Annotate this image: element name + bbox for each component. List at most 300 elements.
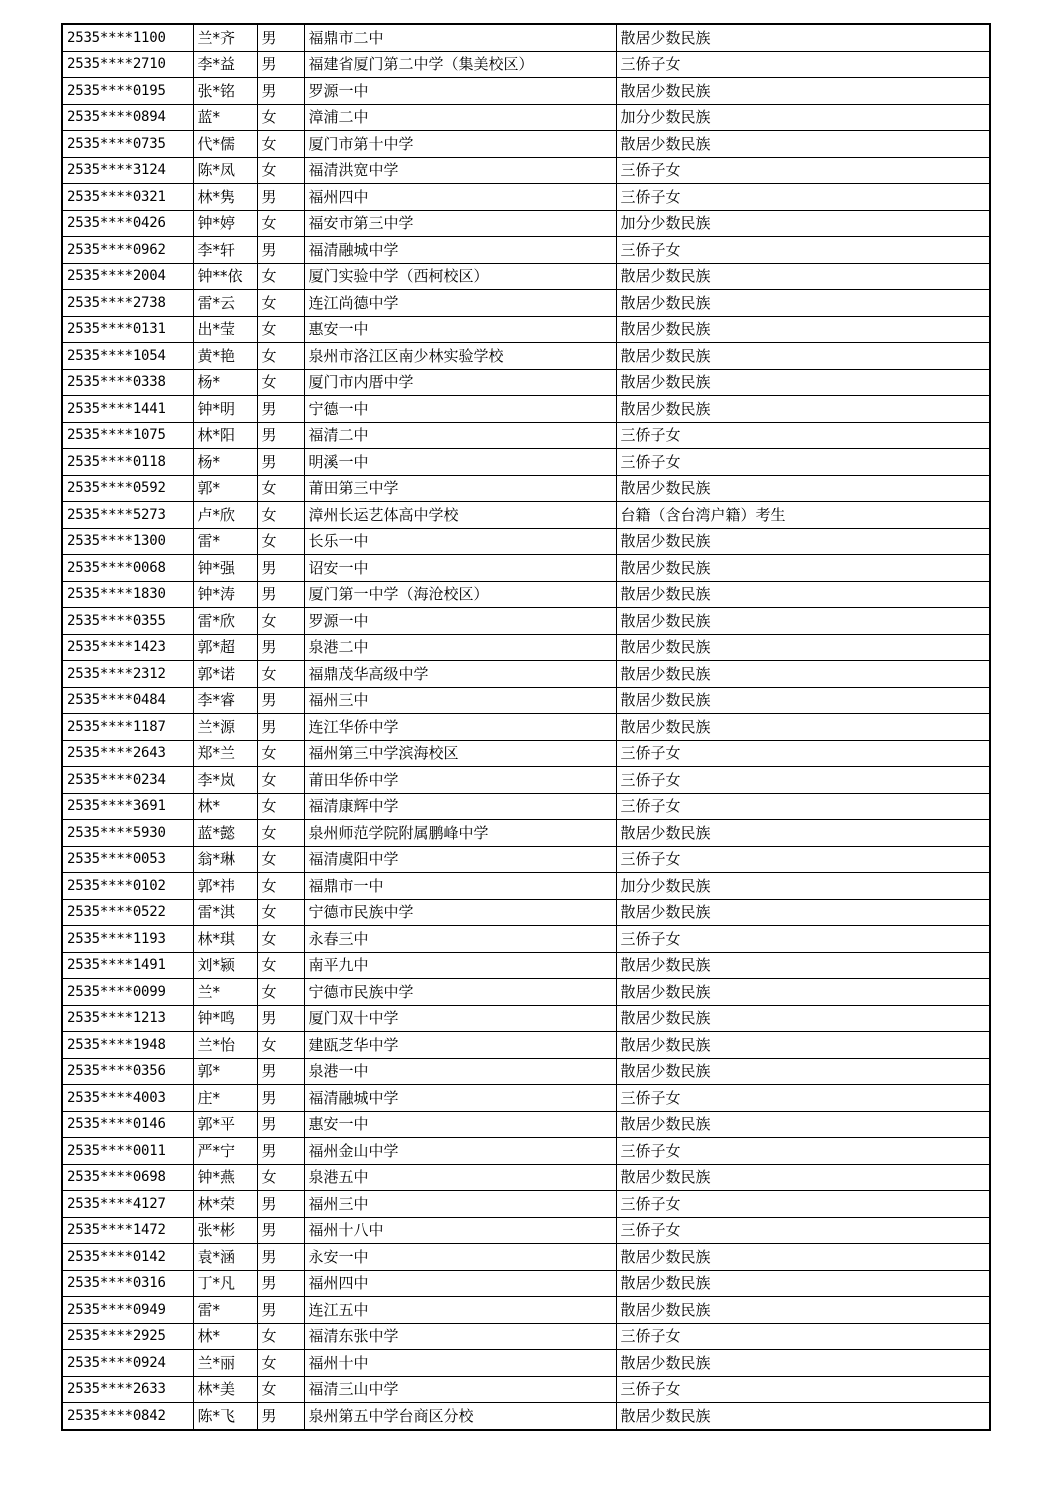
candidate-id-cell: 2535****5273	[62, 502, 193, 529]
category-cell: 散居少数民族	[616, 316, 990, 343]
name-cell: 张*彬	[193, 1217, 257, 1244]
school-cell: 南平九中	[304, 952, 616, 979]
gender-cell: 男	[257, 449, 304, 476]
gender-cell: 女	[257, 104, 304, 131]
gender-cell: 男	[257, 1297, 304, 1324]
gender-cell: 女	[257, 475, 304, 502]
name-cell: 庄*	[193, 1085, 257, 1112]
name-cell: 钟*涛	[193, 581, 257, 608]
school-cell: 福清融城中学	[304, 1085, 616, 1112]
name-cell: 丁*凡	[193, 1270, 257, 1297]
gender-cell: 女	[257, 608, 304, 635]
candidate-id-cell: 2535****1830	[62, 581, 193, 608]
category-cell: 散居少数民族	[616, 263, 990, 290]
school-cell: 福州三中	[304, 687, 616, 714]
candidate-id-cell: 2535****2738	[62, 290, 193, 317]
table-row	[62, 979, 990, 1006]
category-cell: 三侨子女	[616, 1217, 990, 1244]
category-cell: 加分少数民族	[616, 104, 990, 131]
gender-cell: 男	[257, 184, 304, 211]
table-row	[62, 157, 990, 184]
category-cell: 三侨子女	[616, 237, 990, 264]
category-cell: 三侨子女	[616, 846, 990, 873]
school-cell: 福州四中	[304, 1270, 616, 1297]
table-row	[62, 369, 990, 396]
name-cell: 林*	[193, 793, 257, 820]
school-cell: 福州四中	[304, 184, 616, 211]
candidate-id-cell: 2535****5930	[62, 820, 193, 847]
gender-cell: 男	[257, 634, 304, 661]
name-cell: 林*	[193, 1323, 257, 1350]
candidate-id-cell: 2535****2925	[62, 1323, 193, 1350]
candidate-id-cell: 2535****0118	[62, 449, 193, 476]
candidate-id-cell: 2535****1187	[62, 714, 193, 741]
category-cell: 散居少数民族	[616, 343, 990, 370]
school-cell: 泉州第五中学台商区分校	[304, 1403, 616, 1430]
candidate-id-cell: 2535****3691	[62, 793, 193, 820]
candidate-id-cell: 2535****0522	[62, 899, 193, 926]
candidate-id-cell: 2535****0842	[62, 1403, 193, 1430]
name-cell: 郭*祎	[193, 873, 257, 900]
candidate-id-cell: 2535****3124	[62, 157, 193, 184]
candidate-id-cell: 2535****0356	[62, 1058, 193, 1085]
gender-cell: 女	[257, 1323, 304, 1350]
school-cell: 福鼎市二中	[304, 24, 616, 51]
category-cell: 三侨子女	[616, 1085, 990, 1112]
candidate-id-cell: 2535****4003	[62, 1085, 193, 1112]
gender-cell: 女	[257, 926, 304, 953]
school-cell: 福州金山中学	[304, 1138, 616, 1165]
table-row	[62, 740, 990, 767]
school-cell: 厦门双十中学	[304, 1005, 616, 1032]
candidate-id-cell: 2535****0068	[62, 555, 193, 582]
gender-cell: 男	[257, 78, 304, 105]
candidate-id-cell: 2535****0962	[62, 237, 193, 264]
candidate-id-cell: 2535****0146	[62, 1111, 193, 1138]
gender-cell: 男	[257, 1191, 304, 1218]
category-cell: 加分少数民族	[616, 210, 990, 237]
name-cell: 出*莹	[193, 316, 257, 343]
candidate-id-cell: 2535****0195	[62, 78, 193, 105]
category-cell: 三侨子女	[616, 184, 990, 211]
table-row	[62, 1111, 990, 1138]
category-cell: 散居少数民族	[616, 396, 990, 423]
school-cell: 惠安一中	[304, 316, 616, 343]
candidate-id-cell: 2535****0698	[62, 1164, 193, 1191]
table-row	[62, 555, 990, 582]
table-row	[62, 899, 990, 926]
gender-cell: 男	[257, 1217, 304, 1244]
gender-cell: 女	[257, 740, 304, 767]
category-cell: 散居少数民族	[616, 1005, 990, 1032]
name-cell: 雷*	[193, 528, 257, 555]
name-cell: 林*琪	[193, 926, 257, 953]
school-cell: 建瓯芝华中学	[304, 1032, 616, 1059]
category-cell: 散居少数民族	[616, 1032, 990, 1059]
name-cell: 钟**依	[193, 263, 257, 290]
gender-cell: 男	[257, 555, 304, 582]
school-cell: 泉港一中	[304, 1058, 616, 1085]
name-cell: 雷*	[193, 1297, 257, 1324]
school-cell: 罗源一中	[304, 608, 616, 635]
name-cell: 郭*超	[193, 634, 257, 661]
table-row	[62, 316, 990, 343]
school-cell: 泉州师范学院附属鹏峰中学	[304, 820, 616, 847]
gender-cell: 女	[257, 131, 304, 158]
name-cell: 郭*诺	[193, 661, 257, 688]
name-cell: 郭*	[193, 475, 257, 502]
name-cell: 翁*琳	[193, 846, 257, 873]
name-cell: 钟*强	[193, 555, 257, 582]
school-cell: 惠安一中	[304, 1111, 616, 1138]
name-cell: 刘*颍	[193, 952, 257, 979]
school-cell: 莆田第三中学	[304, 475, 616, 502]
school-cell: 泉港二中	[304, 634, 616, 661]
gender-cell: 男	[257, 1270, 304, 1297]
table-row	[62, 290, 990, 317]
name-cell: 钟*婷	[193, 210, 257, 237]
candidate-id-cell: 2535****1300	[62, 528, 193, 555]
school-cell: 福州十中	[304, 1350, 616, 1377]
candidate-id-cell: 2535****2633	[62, 1376, 193, 1403]
table-row	[62, 343, 990, 370]
name-cell: 兰*源	[193, 714, 257, 741]
name-cell: 蓝*	[193, 104, 257, 131]
name-cell: 雷*淇	[193, 899, 257, 926]
category-cell: 散居少数民族	[616, 1403, 990, 1430]
candidate-id-cell: 2535****1213	[62, 1005, 193, 1032]
name-cell: 黄*艳	[193, 343, 257, 370]
school-cell: 福清三山中学	[304, 1376, 616, 1403]
gender-cell: 女	[257, 873, 304, 900]
category-cell: 三侨子女	[616, 1138, 990, 1165]
school-cell: 福清康辉中学	[304, 793, 616, 820]
candidate-id-cell: 2535****0131	[62, 316, 193, 343]
gender-cell: 男	[257, 51, 304, 78]
category-cell: 散居少数民族	[616, 581, 990, 608]
table-row	[62, 1403, 990, 1430]
gender-cell: 男	[257, 24, 304, 51]
gender-cell: 女	[257, 210, 304, 237]
gender-cell: 女	[257, 767, 304, 794]
table-row	[62, 687, 990, 714]
category-cell: 散居少数民族	[616, 1058, 990, 1085]
candidate-id-cell: 2535****0484	[62, 687, 193, 714]
category-cell: 三侨子女	[616, 1191, 990, 1218]
table-row	[62, 1164, 990, 1191]
gender-cell: 男	[257, 422, 304, 449]
category-cell: 三侨子女	[616, 422, 990, 449]
candidate-id-cell: 2535****2312	[62, 661, 193, 688]
name-cell: 钟*明	[193, 396, 257, 423]
category-cell: 台籍（含台湾户籍）考生	[616, 502, 990, 529]
gender-cell: 男	[257, 1403, 304, 1430]
category-cell: 散居少数民族	[616, 1244, 990, 1271]
school-cell: 福清融城中学	[304, 237, 616, 264]
gender-cell: 女	[257, 316, 304, 343]
school-cell: 福建省厦门第二中学（集美校区）	[304, 51, 616, 78]
school-cell: 福鼎市一中	[304, 873, 616, 900]
table-row	[62, 661, 990, 688]
category-cell: 散居少数民族	[616, 979, 990, 1006]
candidate-id-cell: 2535****1948	[62, 1032, 193, 1059]
school-cell: 罗源一中	[304, 78, 616, 105]
name-cell: 陈*凤	[193, 157, 257, 184]
table-row	[62, 24, 990, 51]
gender-cell: 女	[257, 793, 304, 820]
candidate-id-cell: 2535****0234	[62, 767, 193, 794]
name-cell: 钟*鸣	[193, 1005, 257, 1032]
table-row	[62, 1244, 990, 1271]
school-cell: 连江华侨中学	[304, 714, 616, 741]
candidate-id-cell: 2535****1075	[62, 422, 193, 449]
candidate-id-cell: 2535****0894	[62, 104, 193, 131]
table-row	[62, 1032, 990, 1059]
category-cell: 三侨子女	[616, 449, 990, 476]
gender-cell: 女	[257, 1350, 304, 1377]
category-cell: 散居少数民族	[616, 1350, 990, 1377]
category-cell: 散居少数民族	[616, 634, 990, 661]
candidate-id-cell: 2535****0735	[62, 131, 193, 158]
category-cell: 加分少数民族	[616, 873, 990, 900]
category-cell: 散居少数民族	[616, 899, 990, 926]
category-cell: 散居少数民族	[616, 131, 990, 158]
table-row	[62, 873, 990, 900]
school-cell: 泉港五中	[304, 1164, 616, 1191]
category-cell: 散居少数民族	[616, 555, 990, 582]
category-cell: 散居少数民族	[616, 475, 990, 502]
school-cell: 福州十八中	[304, 1217, 616, 1244]
gender-cell: 男	[257, 581, 304, 608]
table-row	[62, 634, 990, 661]
gender-cell: 男	[257, 1138, 304, 1165]
table-row	[62, 1058, 990, 1085]
gender-cell: 女	[257, 369, 304, 396]
table-row	[62, 502, 990, 529]
candidate-id-cell: 2535****1193	[62, 926, 193, 953]
name-cell: 张*铭	[193, 78, 257, 105]
name-cell: 李*益	[193, 51, 257, 78]
school-cell: 泉州市洛江区南少林实验学校	[304, 343, 616, 370]
gender-cell: 女	[257, 846, 304, 873]
table-row	[62, 528, 990, 555]
category-cell: 散居少数民族	[616, 24, 990, 51]
table-row	[62, 1350, 990, 1377]
name-cell: 陈*飞	[193, 1403, 257, 1430]
category-cell: 三侨子女	[616, 740, 990, 767]
school-cell: 长乐一中	[304, 528, 616, 555]
category-cell: 三侨子女	[616, 1376, 990, 1403]
category-cell: 三侨子女	[616, 51, 990, 78]
table-row	[62, 422, 990, 449]
name-cell: 林*阳	[193, 422, 257, 449]
name-cell: 杨*	[193, 449, 257, 476]
school-cell: 莆田华侨中学	[304, 767, 616, 794]
candidate-id-cell: 2535****0011	[62, 1138, 193, 1165]
gender-cell: 女	[257, 820, 304, 847]
category-cell: 三侨子女	[616, 793, 990, 820]
gender-cell: 男	[257, 237, 304, 264]
table-row	[62, 1191, 990, 1218]
name-cell: 袁*涵	[193, 1244, 257, 1271]
candidate-id-cell: 2535****1472	[62, 1217, 193, 1244]
candidate-id-cell: 2535****4127	[62, 1191, 193, 1218]
category-cell: 散居少数民族	[616, 952, 990, 979]
name-cell: 林*美	[193, 1376, 257, 1403]
gender-cell: 男	[257, 714, 304, 741]
gender-cell: 女	[257, 1164, 304, 1191]
school-cell: 明溪一中	[304, 449, 616, 476]
name-cell: 严*宁	[193, 1138, 257, 1165]
school-cell: 漳浦二中	[304, 104, 616, 131]
gender-cell: 女	[257, 899, 304, 926]
name-cell: 雷*云	[193, 290, 257, 317]
table-row	[62, 78, 990, 105]
table-row	[62, 131, 990, 158]
candidate-id-cell: 2535****0924	[62, 1350, 193, 1377]
school-cell: 福清二中	[304, 422, 616, 449]
name-cell: 钟*燕	[193, 1164, 257, 1191]
gender-cell: 男	[257, 396, 304, 423]
category-cell: 散居少数民族	[616, 290, 990, 317]
candidate-id-cell: 2535****1491	[62, 952, 193, 979]
table-row	[62, 714, 990, 741]
table-row	[62, 820, 990, 847]
gender-cell: 男	[257, 1005, 304, 1032]
table-row	[62, 1138, 990, 1165]
name-cell: 林*隽	[193, 184, 257, 211]
category-cell: 三侨子女	[616, 1323, 990, 1350]
gender-cell: 男	[257, 1111, 304, 1138]
candidate-table-body	[62, 24, 990, 1430]
school-cell: 厦门市内厝中学	[304, 369, 616, 396]
candidate-id-cell: 2535****1423	[62, 634, 193, 661]
school-cell: 福鼎茂华高级中学	[304, 661, 616, 688]
category-cell: 散居少数民族	[616, 1164, 990, 1191]
candidate-id-cell: 2535****0316	[62, 1270, 193, 1297]
table-row	[62, 767, 990, 794]
table-row	[62, 184, 990, 211]
gender-cell: 女	[257, 290, 304, 317]
table-row	[62, 926, 990, 953]
name-cell: 雷*欣	[193, 608, 257, 635]
gender-cell: 女	[257, 343, 304, 370]
school-cell: 永安一中	[304, 1244, 616, 1271]
gender-cell: 女	[257, 661, 304, 688]
school-cell: 福州三中	[304, 1191, 616, 1218]
name-cell: 兰*	[193, 979, 257, 1006]
name-cell: 兰*丽	[193, 1350, 257, 1377]
candidate-id-cell: 2535****1054	[62, 343, 193, 370]
category-cell: 散居少数民族	[616, 687, 990, 714]
candidate-id-cell: 2535****0426	[62, 210, 193, 237]
gender-cell: 男	[257, 687, 304, 714]
name-cell: 兰*齐	[193, 24, 257, 51]
candidate-id-cell: 2535****2004	[62, 263, 193, 290]
table-row	[62, 1270, 990, 1297]
table-row	[62, 1323, 990, 1350]
table-row	[62, 846, 990, 873]
candidate-id-cell: 2535****0355	[62, 608, 193, 635]
candidate-id-cell: 2535****0102	[62, 873, 193, 900]
table-row	[62, 263, 990, 290]
candidate-id-cell: 2535****1441	[62, 396, 193, 423]
school-cell: 永春三中	[304, 926, 616, 953]
table-row	[62, 449, 990, 476]
table-row	[62, 1005, 990, 1032]
gender-cell: 女	[257, 263, 304, 290]
category-cell: 散居少数民族	[616, 820, 990, 847]
candidate-id-cell: 2535****0053	[62, 846, 193, 873]
school-cell: 福清虞阳中学	[304, 846, 616, 873]
name-cell: 郑*兰	[193, 740, 257, 767]
gender-cell: 男	[257, 1244, 304, 1271]
name-cell: 郭*平	[193, 1111, 257, 1138]
table-row	[62, 51, 990, 78]
school-cell: 连江五中	[304, 1297, 616, 1324]
category-cell: 散居少数民族	[616, 78, 990, 105]
table-row	[62, 581, 990, 608]
gender-cell: 男	[257, 1085, 304, 1112]
school-cell: 福清洪宽中学	[304, 157, 616, 184]
candidate-id-cell: 2535****1100	[62, 24, 193, 51]
name-cell: 林*荣	[193, 1191, 257, 1218]
table-row	[62, 952, 990, 979]
candidate-id-cell: 2535****0338	[62, 369, 193, 396]
category-cell: 散居少数民族	[616, 369, 990, 396]
category-cell: 散居少数民族	[616, 608, 990, 635]
table-row	[62, 608, 990, 635]
school-cell: 连江尚德中学	[304, 290, 616, 317]
table-row	[62, 475, 990, 502]
table-row	[62, 104, 990, 131]
category-cell: 散居少数民族	[616, 1297, 990, 1324]
name-cell: 卢*欣	[193, 502, 257, 529]
name-cell: 蓝*懿	[193, 820, 257, 847]
category-cell: 散居少数民族	[616, 1111, 990, 1138]
school-cell: 厦门第一中学（海沧校区）	[304, 581, 616, 608]
category-cell: 三侨子女	[616, 157, 990, 184]
school-cell: 厦门实验中学（西柯校区）	[304, 263, 616, 290]
table-row	[62, 1297, 990, 1324]
name-cell: 代*儒	[193, 131, 257, 158]
candidate-id-cell: 2535****0592	[62, 475, 193, 502]
table-row	[62, 793, 990, 820]
school-cell: 福安市第三中学	[304, 210, 616, 237]
category-cell: 散居少数民族	[616, 714, 990, 741]
gender-cell: 女	[257, 1376, 304, 1403]
category-cell: 三侨子女	[616, 926, 990, 953]
candidate-id-cell: 2535****2643	[62, 740, 193, 767]
name-cell: 李*岚	[193, 767, 257, 794]
name-cell: 李*轩	[193, 237, 257, 264]
school-cell: 宁德市民族中学	[304, 899, 616, 926]
gender-cell: 女	[257, 952, 304, 979]
name-cell: 杨*	[193, 369, 257, 396]
table-row	[62, 210, 990, 237]
candidate-id-cell: 2535****0099	[62, 979, 193, 1006]
school-cell: 宁德一中	[304, 396, 616, 423]
candidate-id-cell: 2535****0949	[62, 1297, 193, 1324]
candidate-id-cell: 2535****0321	[62, 184, 193, 211]
gender-cell: 女	[257, 502, 304, 529]
name-cell: 郭*	[193, 1058, 257, 1085]
school-cell: 福州第三中学滨海校区	[304, 740, 616, 767]
gender-cell: 女	[257, 1032, 304, 1059]
category-cell: 三侨子女	[616, 767, 990, 794]
gender-cell: 男	[257, 1058, 304, 1085]
candidate-id-cell: 2535****0142	[62, 1244, 193, 1271]
